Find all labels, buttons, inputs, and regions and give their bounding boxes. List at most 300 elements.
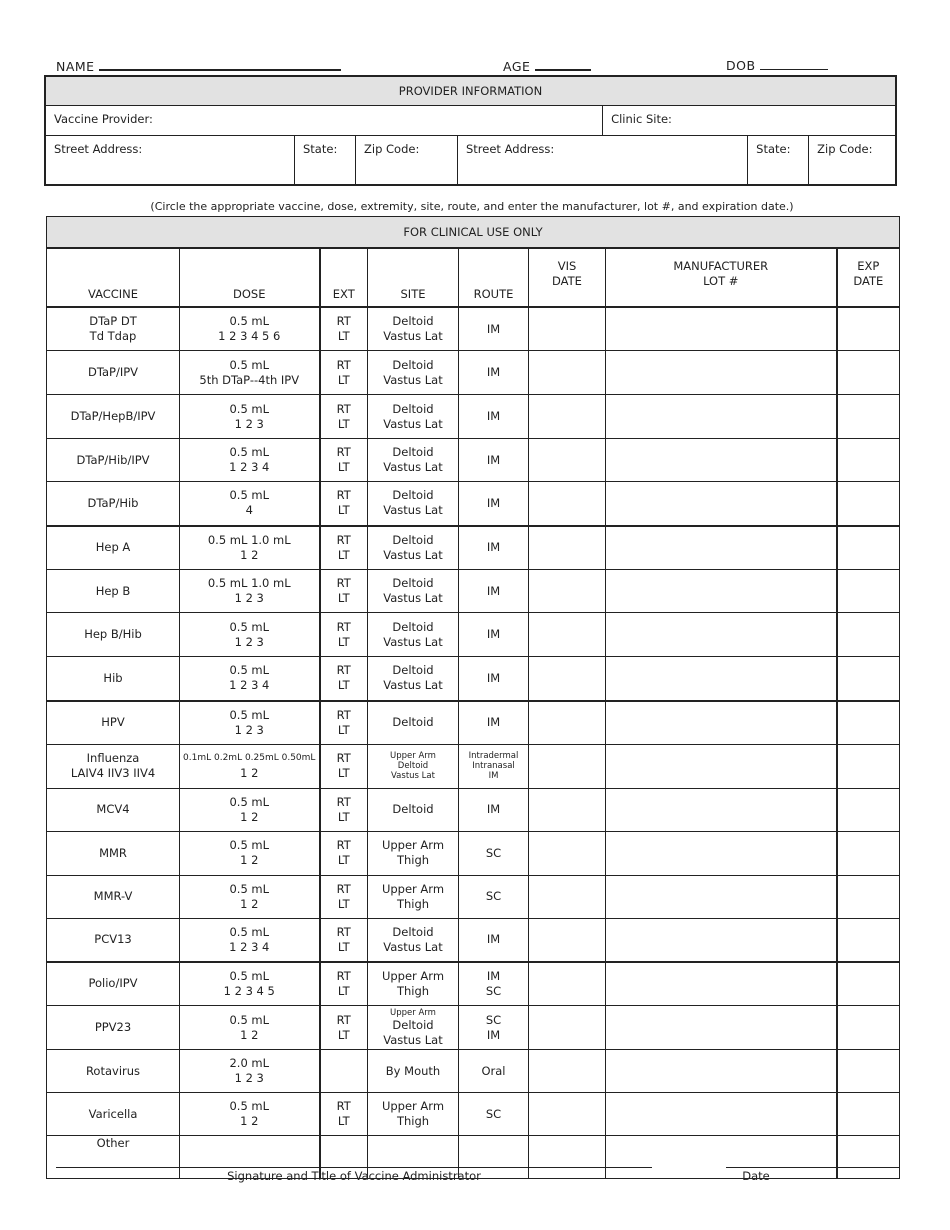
dose-cell[interactable] — [180, 744, 320, 788]
dose-cell-d1: 2.0 mL — [229, 1056, 270, 1070]
vaccine-cell[interactable] — [47, 526, 180, 570]
site-cell-s2: Deltoid — [392, 715, 434, 729]
vaccine-cell-v1: HPV — [101, 715, 125, 729]
site-cell-s1: Upper Arm — [390, 751, 436, 761]
dose-cell-d2: 1 2 3 4 — [229, 939, 270, 954]
manufacturer-lot-cell[interactable] — [606, 526, 837, 570]
route-cell[interactable] — [459, 1006, 529, 1050]
exp-date-cell[interactable] — [837, 395, 900, 439]
route-cell[interactable] — [459, 351, 529, 395]
vis-date-cell[interactable] — [529, 439, 606, 482]
vaccine-cell-v1: Other — [96, 1136, 130, 1150]
site-cell[interactable] — [368, 482, 459, 526]
exp-date-cell[interactable] — [837, 788, 900, 831]
manufacturer-lot-cell[interactable] — [606, 351, 837, 395]
site-cell-s2: Vastus Lat — [383, 329, 443, 343]
site-cell-s1: Deltoid — [392, 576, 434, 590]
ext-cell-e1: RT — [336, 794, 351, 809]
vaccine-cell-v1: DTaP DT — [89, 314, 137, 328]
vaccine-cell-v2: Hep B — [95, 583, 131, 598]
route-cell-r2: IM — [486, 802, 501, 816]
street-address-field-1[interactable]: Street Address: — [45, 136, 295, 185]
col-route: ROUTE — [459, 248, 529, 307]
vaccine-cell-v1: DTaP/IPV — [87, 365, 139, 379]
ext-cell-e2: LT — [337, 503, 350, 518]
route-cell[interactable] — [459, 613, 529, 657]
dob-label: DOB — [726, 58, 756, 73]
vaccine-cell-v1: DTaP/HepB/IPV — [70, 409, 156, 423]
dose-cell-d1: 0.5 mL — [229, 794, 270, 809]
zip-field-1[interactable]: Zip Code: — [356, 136, 458, 185]
dose-cell[interactable] — [180, 1006, 320, 1050]
dose-cell-d1: 0.5 mL — [229, 445, 270, 459]
instruction-text: (Circle the appropriate vaccine, dose, extremity, site, route, and enter the manufacturer, lot #, and expiration date.) — [150, 200, 794, 213]
site-cell-s1: Upper Arm — [381, 968, 445, 983]
ext-cell-e2: LT — [337, 634, 350, 649]
ext-cell[interactable] — [320, 307, 368, 351]
ext-cell-e2: LT — [337, 722, 350, 737]
route-cell-r2: IM — [486, 495, 501, 510]
vis-date-cell[interactable] — [529, 831, 606, 875]
state-field-1[interactable]: State: — [295, 136, 356, 185]
ext-cell-e2: LT — [337, 1114, 350, 1128]
table-row — [47, 701, 900, 745]
ext-cell-e2: LT — [337, 329, 350, 343]
exp-date-cell[interactable] — [837, 875, 900, 918]
col-exp-date — [837, 248, 900, 307]
route-cell[interactable] — [459, 482, 529, 526]
dob-line[interactable] — [760, 56, 828, 70]
site-cell-s2: Deltoid — [392, 802, 434, 816]
site-cell-s1: Upper Arm — [381, 881, 445, 896]
table-row — [47, 1050, 900, 1093]
site-cell[interactable] — [368, 744, 459, 788]
ext-cell-e2: LT — [337, 678, 350, 693]
vaccine-cell[interactable] — [47, 962, 180, 1006]
exp-date-cell[interactable] — [837, 1050, 900, 1093]
ext-cell[interactable] — [320, 526, 368, 570]
ext-cell[interactable] — [320, 570, 368, 613]
ext-cell-e2: LT — [337, 591, 350, 605]
ext-cell-e1: RT — [336, 924, 351, 939]
manufacturer-lot-cell[interactable] — [606, 831, 837, 875]
route-cell-r2: SC — [485, 889, 502, 903]
manufacturer-lot-cell[interactable] — [606, 788, 837, 831]
ext-cell-e1: RT — [336, 968, 351, 983]
ext-cell[interactable] — [320, 1006, 368, 1050]
exp-date-cell[interactable] — [837, 613, 900, 657]
vis-date-cell[interactable] — [529, 482, 606, 526]
vaccine-provider-field[interactable]: Vaccine Provider: — [45, 106, 603, 136]
vaccine-cell[interactable] — [47, 570, 180, 613]
vaccine-cell-v1: PPV23 — [94, 1020, 132, 1034]
ext-cell-e1: RT — [336, 401, 351, 416]
vaccine-cell-v1: Hib — [103, 670, 123, 685]
vis-date-cell[interactable] — [529, 613, 606, 657]
vis-date-cell[interactable] — [529, 307, 606, 351]
route-cell-r2: IM — [486, 670, 501, 685]
route-cell[interactable] — [459, 439, 529, 482]
vis-date-cell[interactable] — [529, 1050, 606, 1093]
dose-cell[interactable] — [180, 307, 320, 351]
ext-cell[interactable] — [320, 962, 368, 1006]
site-cell[interactable] — [368, 701, 459, 745]
site-cell[interactable] — [368, 613, 459, 657]
dose-cell[interactable] — [180, 570, 320, 613]
vaccine-cell[interactable] — [47, 1006, 180, 1050]
manufacturer-lot-cell[interactable] — [606, 482, 837, 526]
site-cell[interactable] — [368, 1093, 459, 1136]
route-cell-r2: Intranasal — [472, 761, 515, 771]
site-cell-s1: Upper Arm — [381, 1099, 445, 1113]
manufacturer-lot-cell[interactable] — [606, 918, 837, 962]
dose-cell-d2: 1 2 3 — [234, 634, 264, 649]
route-cell[interactable] — [459, 657, 529, 701]
dose-cell-d2: 1 2 3 — [234, 722, 264, 737]
manufacturer-lot-cell[interactable] — [606, 395, 837, 439]
site-cell-s2: Vastus Lat — [383, 503, 443, 518]
manufacturer-lot-cell[interactable] — [606, 962, 837, 1006]
vaccine-cell[interactable] — [47, 1093, 180, 1136]
vaccine-cell[interactable] — [47, 788, 180, 831]
site-cell[interactable] — [368, 307, 459, 351]
vis-date-cell[interactable] — [529, 918, 606, 962]
ext-cell[interactable] — [320, 875, 368, 918]
dose-cell[interactable] — [180, 439, 320, 482]
ext-cell[interactable] — [320, 701, 368, 745]
route-cell[interactable] — [459, 962, 529, 1006]
dose-cell-d1: 0.5 mL 1.0 mL — [207, 576, 291, 590]
exp-date-cell[interactable] — [837, 962, 900, 1006]
ext-cell-e2: LT — [337, 809, 350, 824]
dose-cell[interactable] — [180, 526, 320, 570]
col-dose: DOSE — [180, 248, 320, 307]
dose-cell-d2: 5th DTaP--4th IPV — [199, 372, 300, 387]
site-cell[interactable] — [368, 439, 459, 482]
site-cell[interactable] — [368, 657, 459, 701]
manufacturer-lot-cell[interactable] — [606, 570, 837, 613]
exp-date-cell[interactable] — [837, 657, 900, 701]
vaccine-cell[interactable] — [47, 395, 180, 439]
zip-field-2[interactable]: Zip Code: — [809, 136, 896, 185]
site-cell-s2: Vastus Lat — [383, 547, 443, 562]
dose-cell-d1: 0.5 mL — [229, 838, 270, 852]
dose-cell[interactable] — [180, 1093, 320, 1136]
dose-cell[interactable] — [180, 657, 320, 701]
ext-cell[interactable] — [320, 744, 368, 788]
name-line[interactable] — [99, 56, 341, 71]
ext-cell-e2: LT — [337, 896, 350, 911]
table-row — [47, 395, 900, 439]
col-vis-date — [529, 248, 606, 307]
vaccine-cell-v2: Hep A — [95, 540, 131, 555]
vis-date-cell[interactable] — [529, 788, 606, 831]
date-line[interactable] — [726, 1167, 899, 1168]
table-row — [47, 482, 900, 526]
ext-cell-e1: RT — [336, 488, 351, 503]
site-cell[interactable] — [368, 875, 459, 918]
col-manu-line2: LOT # — [703, 274, 739, 288]
ext-cell-e1: RT — [336, 881, 351, 896]
site-cell-s2: Deltoid — [392, 1017, 434, 1032]
dose-cell-d2: 4 — [245, 503, 253, 518]
dose-cell[interactable] — [180, 395, 320, 439]
dob-field[interactable] — [726, 56, 828, 73]
vis-date-cell[interactable] — [529, 1093, 606, 1136]
ext-cell[interactable] — [320, 395, 368, 439]
exp-date-cell[interactable] — [837, 439, 900, 482]
manufacturer-lot-cell[interactable] — [606, 1050, 837, 1093]
dose-cell-d1: 0.5 mL — [229, 924, 270, 939]
site-cell-s1: Deltoid — [392, 314, 434, 328]
signature-line[interactable] — [56, 1167, 652, 1168]
vis-date-cell[interactable] — [529, 657, 606, 701]
dose-cell-d2: 1 2 3 4 5 — [223, 983, 275, 998]
site-cell[interactable] — [368, 918, 459, 962]
dose-cell-d1: 0.5 mL — [229, 707, 270, 722]
route-cell[interactable] — [459, 701, 529, 745]
exp-date-cell[interactable] — [837, 1136, 900, 1179]
site-cell-s2: Thigh — [396, 853, 430, 867]
ext-cell-e1: RT — [336, 751, 351, 765]
exp-date-cell[interactable] — [837, 482, 900, 526]
vis-date-cell[interactable] — [529, 351, 606, 395]
dose-cell-d1: 0.1mL 0.2mL 0.25mL 0.50mL — [183, 753, 316, 763]
vis-date-cell[interactable] — [529, 395, 606, 439]
ext-cell[interactable] — [320, 351, 368, 395]
exp-date-cell[interactable] — [837, 1093, 900, 1136]
vaccine-cell-v2: LAIV4 IIV3 IIV4 — [70, 766, 156, 780]
col-exp-line1: EXP — [857, 259, 880, 273]
manufacturer-lot-cell[interactable] — [606, 657, 837, 701]
col-manufacturer-lot — [606, 248, 837, 307]
manufacturer-lot-cell[interactable] — [606, 701, 837, 745]
manufacturer-lot-cell[interactable] — [606, 1093, 837, 1136]
exp-date-cell[interactable] — [837, 351, 900, 395]
manufacturer-lot-cell[interactable] — [606, 613, 837, 657]
site-cell[interactable] — [368, 1050, 459, 1093]
site-cell-s1: Deltoid — [392, 532, 434, 547]
age-line[interactable] — [535, 56, 591, 71]
age-field[interactable] — [503, 56, 591, 74]
clinic-site-field[interactable]: Clinic Site: — [603, 106, 896, 136]
vaccine-cell[interactable] — [47, 831, 180, 875]
dose-cell-d2: 1 2 3 4 5 6 — [218, 329, 281, 343]
site-cell-s2: Thigh — [396, 983, 430, 998]
ext-cell[interactable] — [320, 831, 368, 875]
name-field[interactable] — [56, 56, 341, 74]
vaccine-cell-v1: Hep B/Hib — [84, 627, 142, 641]
ext-cell[interactable] — [320, 918, 368, 962]
ext-cell-e1: RT — [336, 663, 351, 678]
vis-date-cell[interactable] — [529, 875, 606, 918]
manufacturer-lot-cell[interactable] — [606, 307, 837, 351]
ext-cell[interactable] — [320, 657, 368, 701]
route-cell-r2: IM — [486, 715, 501, 729]
route-cell-r2: IM — [486, 409, 501, 423]
vaccine-cell[interactable] — [47, 307, 180, 351]
ext-cell[interactable] — [320, 1050, 368, 1093]
vaccine-cell[interactable] — [47, 351, 180, 395]
dose-cell[interactable] — [180, 875, 320, 918]
vaccine-cell-v2: MCV4 — [96, 802, 130, 816]
route-cell[interactable] — [459, 395, 529, 439]
exp-date-cell[interactable] — [837, 831, 900, 875]
col-vis-line2: DATE — [552, 274, 582, 288]
route-cell[interactable] — [459, 788, 529, 831]
table-row — [47, 918, 900, 962]
route-cell[interactable] — [459, 918, 529, 962]
table-row — [47, 307, 900, 351]
site-cell[interactable] — [368, 962, 459, 1006]
vaccine-cell-v1: MMR — [99, 845, 127, 860]
dose-cell-d2: 1 2 — [240, 1114, 259, 1128]
ext-cell-e2: LT — [337, 766, 350, 780]
dose-cell-d1: 0.5 mL — [229, 314, 270, 328]
route-cell-r2: SC — [485, 983, 502, 998]
route-cell[interactable] — [459, 570, 529, 613]
route-cell[interactable] — [459, 526, 529, 570]
manufacturer-lot-cell[interactable] — [606, 439, 837, 482]
ext-cell[interactable] — [320, 439, 368, 482]
ext-cell[interactable] — [320, 788, 368, 831]
dose-cell-d2: 1 2 3 — [234, 1071, 264, 1085]
table-row — [47, 351, 900, 395]
manufacturer-lot-cell[interactable] — [606, 1006, 837, 1050]
dose-cell[interactable] — [180, 1050, 320, 1093]
dose-cell[interactable] — [180, 482, 320, 526]
site-cell-s2: Vastus Lat — [383, 372, 443, 387]
site-cell-s1: Deltoid — [392, 401, 434, 416]
route-cell-r2: IM — [486, 321, 501, 336]
site-cell-s1: Deltoid — [392, 445, 434, 459]
ext-cell-e2: LT — [337, 853, 350, 867]
site-cell[interactable] — [368, 526, 459, 570]
dose-cell-d2: 1 2 — [240, 896, 259, 911]
site-cell-s2: Vastus Lat — [383, 634, 443, 649]
route-cell[interactable] — [459, 744, 529, 788]
vaccine-cell[interactable] — [47, 439, 180, 482]
dose-cell[interactable] — [180, 831, 320, 875]
table-row — [47, 744, 900, 788]
ext-cell[interactable] — [320, 1093, 368, 1136]
vaccine-cell-v1: Varicella — [88, 1106, 138, 1121]
exp-date-cell[interactable] — [837, 570, 900, 613]
exp-date-cell[interactable] — [837, 1006, 900, 1050]
ext-cell[interactable] — [320, 613, 368, 657]
site-cell[interactable] — [368, 351, 459, 395]
vaccine-cell[interactable] — [47, 875, 180, 918]
site-cell[interactable] — [368, 1006, 459, 1050]
dose-cell-d2: 1 2 — [240, 809, 259, 824]
site-cell[interactable] — [368, 570, 459, 613]
vaccine-cell[interactable] — [47, 613, 180, 657]
vaccine-cell[interactable] — [47, 701, 180, 745]
vaccine-rows — [47, 307, 900, 1179]
route-cell[interactable] — [459, 831, 529, 875]
ext-cell-e1: RT — [336, 619, 351, 634]
table-row — [47, 439, 900, 482]
table-row — [47, 1006, 900, 1050]
table-row — [47, 962, 900, 1006]
route-cell[interactable] — [459, 875, 529, 918]
table-row — [47, 788, 900, 831]
name-label: NAME — [56, 59, 95, 74]
site-cell[interactable] — [368, 788, 459, 831]
age-label: AGE — [503, 59, 531, 74]
ext-cell-e2: LT — [337, 939, 350, 954]
ext-cell-e1: RT — [336, 532, 351, 547]
street-address-field-2[interactable]: Street Address: — [458, 136, 748, 185]
vaccine-cell[interactable] — [47, 918, 180, 962]
route-cell[interactable] — [459, 1093, 529, 1136]
exp-date-cell[interactable] — [837, 307, 900, 351]
exp-date-cell[interactable] — [837, 744, 900, 788]
site-cell[interactable] — [368, 395, 459, 439]
dose-cell-d1: 0.5 mL 1.0 mL — [207, 532, 291, 547]
exp-date-cell[interactable] — [837, 918, 900, 962]
vis-date-cell[interactable] — [529, 962, 606, 1006]
vaccine-cell[interactable] — [47, 1050, 180, 1093]
col-site: SITE — [368, 248, 459, 307]
state-field-2[interactable]: State: — [748, 136, 809, 185]
vaccine-cell[interactable] — [47, 657, 180, 701]
date-label: Date — [742, 1169, 770, 1183]
ext-cell-e1: RT — [336, 838, 351, 852]
vaccine-cell-v1: MMR-V — [93, 889, 133, 903]
vis-date-cell[interactable] — [529, 1006, 606, 1050]
route-cell-r2: SC — [485, 1106, 502, 1121]
vaccine-cell[interactable] — [47, 482, 180, 526]
dose-cell-d2: 1 2 3 4 — [229, 678, 270, 693]
manufacturer-lot-cell[interactable] — [606, 875, 837, 918]
vaccine-cell[interactable] — [47, 744, 180, 788]
col-ext: EXT — [320, 248, 368, 307]
vis-date-cell[interactable] — [529, 570, 606, 613]
vis-date-cell[interactable] — [529, 744, 606, 788]
ext-cell-e2: LT — [337, 1027, 350, 1042]
exp-date-cell[interactable] — [837, 526, 900, 570]
route-cell[interactable] — [459, 1050, 529, 1093]
dose-cell-d2: 1 2 — [240, 766, 259, 780]
provider-info-table — [44, 75, 897, 186]
ext-cell-e2: LT — [337, 460, 350, 474]
manufacturer-lot-cell[interactable] — [606, 744, 837, 788]
route-cell[interactable] — [459, 307, 529, 351]
dose-cell-d1: 0.5 mL — [229, 663, 270, 678]
site-cell-s2: Thigh — [396, 1114, 430, 1128]
ext-cell-e1: RT — [336, 357, 351, 372]
dose-cell-d1: 0.5 mL — [229, 881, 270, 896]
exp-date-cell[interactable] — [837, 701, 900, 745]
dose-cell-d1: 0.5 mL — [229, 968, 270, 983]
col-manu-line1: MANUFACTURER — [673, 259, 769, 273]
route-cell-r3: IM — [488, 771, 499, 781]
dose-cell[interactable] — [180, 918, 320, 962]
dose-cell[interactable] — [180, 701, 320, 745]
dose-cell[interactable] — [180, 788, 320, 831]
site-cell[interactable] — [368, 831, 459, 875]
dose-cell[interactable] — [180, 351, 320, 395]
ext-cell[interactable] — [320, 482, 368, 526]
dose-cell[interactable] — [180, 613, 320, 657]
site-cell-s3: Vastus Lat — [391, 771, 435, 781]
vaccine-cell-v1: DTaP/Hib/IPV — [76, 452, 150, 467]
route-cell-r2: IM — [486, 1027, 501, 1042]
dose-cell[interactable] — [180, 962, 320, 1006]
vis-date-cell[interactable] — [529, 701, 606, 745]
vis-date-cell[interactable] — [529, 526, 606, 570]
